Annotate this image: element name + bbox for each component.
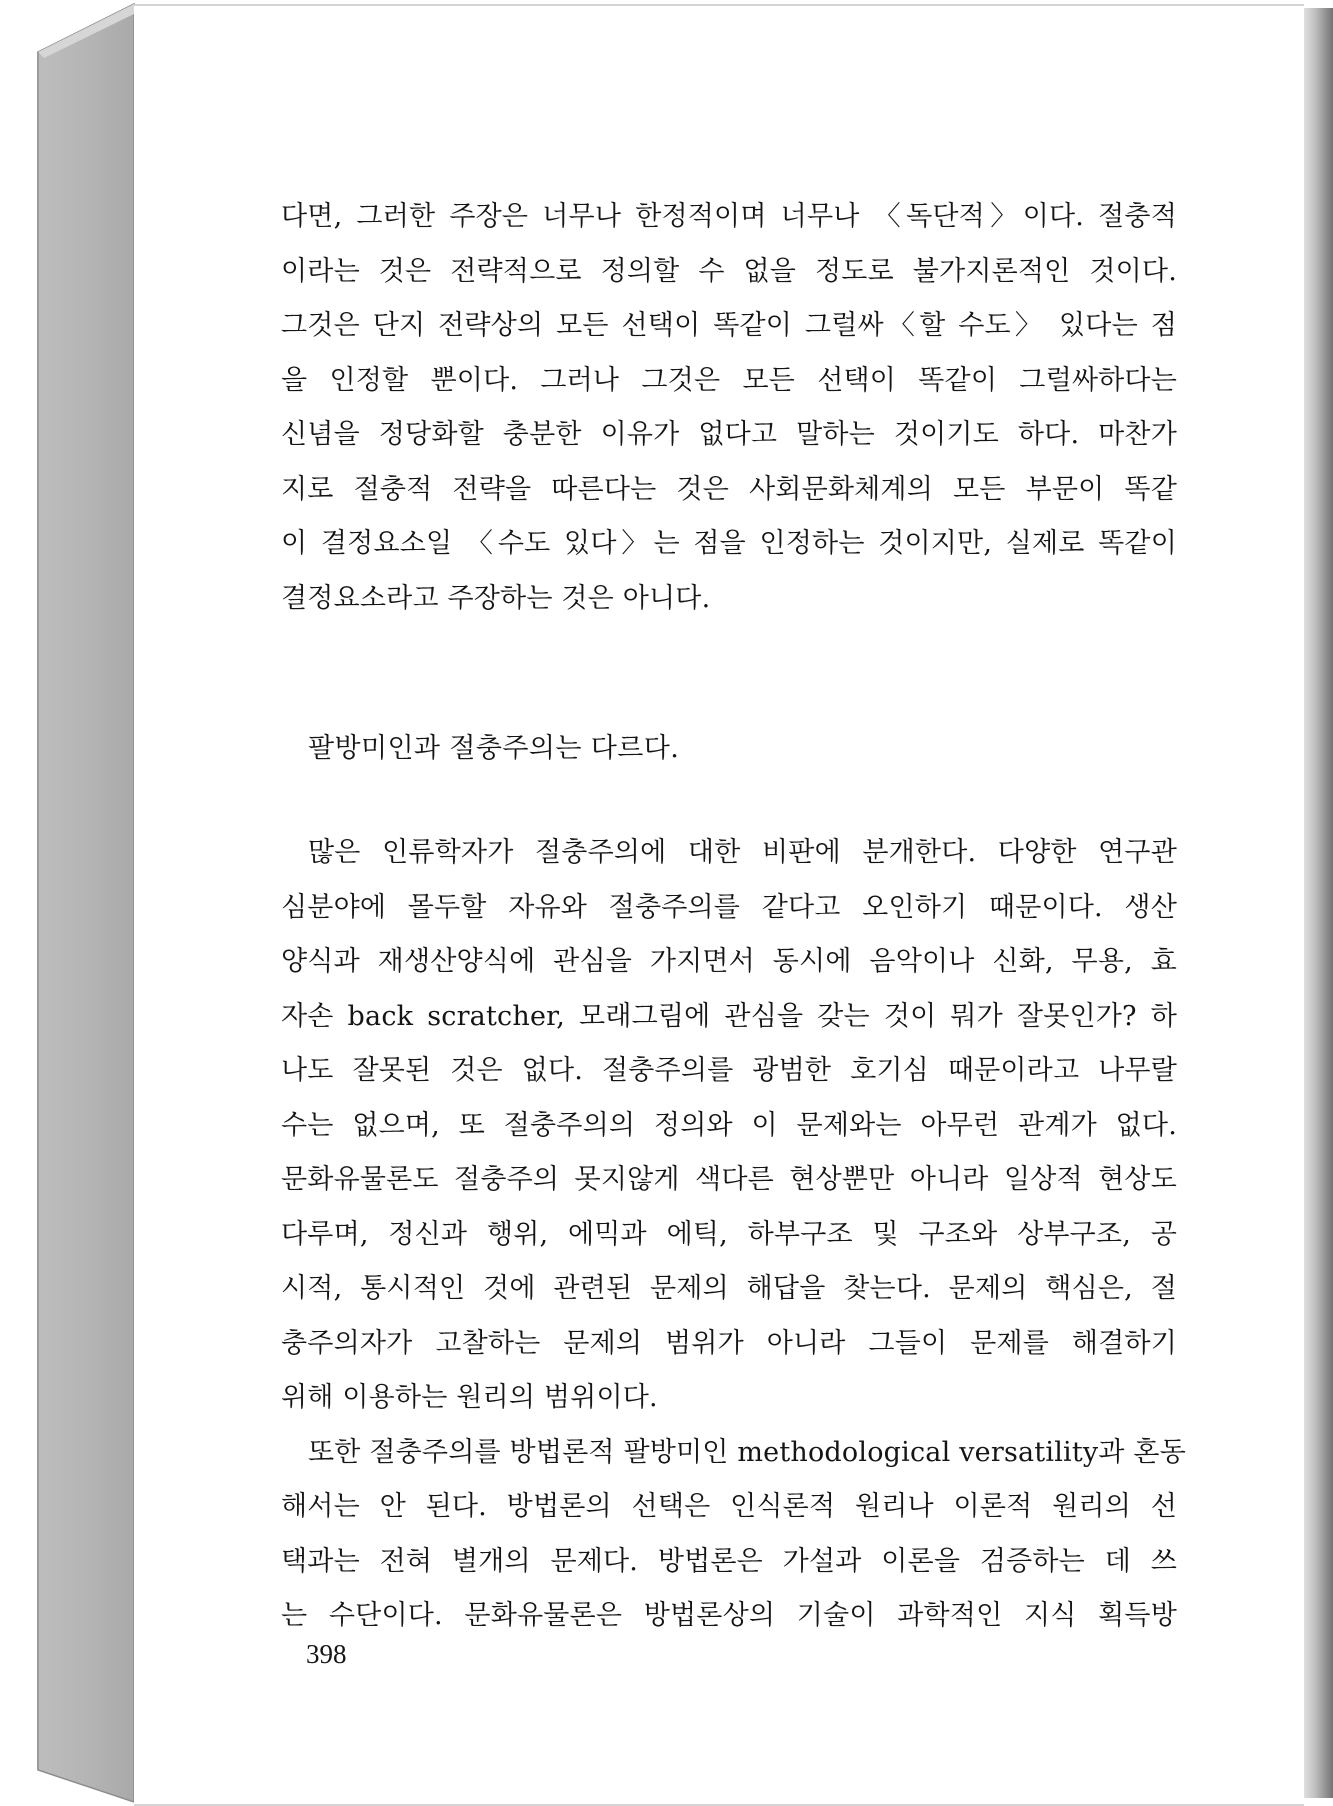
book-page bbox=[134, 4, 1304, 1806]
text-line: 많은 인류학자가 절충주의에 대한 비판에 분개한다. 다양한 연구관 bbox=[308, 837, 1177, 868]
text-line: 을 인정할 뿐이다. 그러나 그것은 모든 선택이 똑같이 그럴싸하다는 bbox=[281, 364, 1177, 396]
text-line: 이라는 것은 전략적으로 정의할 수 없을 정도로 불가지론적인 것이다. bbox=[281, 255, 1177, 287]
paragraph-eclecticism bbox=[281, 826, 1186, 1644]
text-line: 결정요소라고 주장하는 것은 아니다. bbox=[281, 582, 711, 614]
text-line: 수는 없으며, 또 절충주의의 정의와 이 문제와는 아무런 관계가 없다. bbox=[281, 1109, 1177, 1141]
text-line: 나도 잘못된 것은 없다. 절충주의를 광범한 호기심 때문이라고 나무랄 bbox=[281, 1055, 1177, 1086]
text-line: 시적, 통시적인 것에 관련된 문제의 해답을 찾는다. 문제의 핵심은, 절 bbox=[281, 1273, 1177, 1304]
text-line: 이 결정요소일 〈수도 있다〉는 점을 인정하는 것이지만, 실제로 똑같이 bbox=[281, 528, 1177, 559]
text-line: 택과는 전혀 별개의 문제다. 방법론은 가설과 이론을 검증하는 데 쓰 bbox=[281, 1545, 1177, 1577]
text-line: 양식과 재생산양식에 관심을 가지면서 동시에 음악이나 신화, 무용, 효 bbox=[281, 946, 1177, 977]
text-line: 충주의자가 고찰하는 문제의 범위가 아니라 그들이 문제를 해결하기 bbox=[281, 1327, 1177, 1359]
page-number: 398 bbox=[306, 1639, 347, 1669]
text-line: 신념을 정당화할 충분한 이유가 없다고 말하는 것이기도 하다. 마찬가 bbox=[281, 419, 1177, 450]
text-line: 다면, 그러한 주장은 너무나 한정적이며 너무나 〈독단적〉이다. 절충적 bbox=[281, 201, 1177, 232]
text-line: 해서는 안 된다. 방법론의 선택은 인식론적 원리나 이론적 원리의 선 bbox=[281, 1491, 1177, 1522]
section-heading: 팔방미인과 절충주의는 다르다. bbox=[308, 733, 680, 764]
book-spine-edge bbox=[0, 0, 140, 1806]
text-line: 자손 back scratcher, 모래그림에 관심을 갖는 것이 뭐가 잘못인가? 하 bbox=[281, 1000, 1177, 1032]
book-spine-graphic bbox=[0, 0, 140, 1806]
text-line: 심분야에 몰두할 자유와 절충주의를 같다고 오인하기 때문이다. 생산 bbox=[281, 891, 1177, 923]
text-line: 위해 이용하는 원리의 범위이다. bbox=[281, 1382, 658, 1413]
text-line: 지로 절충적 전략을 따른다는 것은 사회문화체계의 모든 부문이 똑같 bbox=[281, 473, 1177, 505]
text-line: 는 수단이다. 문화유물론은 방법론상의 기술이 과학적인 지식 획득방 bbox=[281, 1600, 1177, 1631]
text-line: 다루며, 정신과 행위, 에믹과 에틱, 하부구조 및 구조와 상부구조, 공 bbox=[281, 1218, 1177, 1250]
paragraph-continued bbox=[281, 190, 1177, 626]
text-line: 그것은 단지 전략상의 모든 선택이 똑같이 그럴싸〈할 수도〉 있다는 점 bbox=[281, 310, 1177, 341]
text-line: 또한 절충주의를 방법론적 팔방미인 methodological versatility과 혼동 bbox=[308, 1436, 1186, 1468]
text-line: 문화유물론도 절충주의 못지않게 색다른 현상뿐만 아니라 일상적 현상도 bbox=[281, 1164, 1177, 1195]
